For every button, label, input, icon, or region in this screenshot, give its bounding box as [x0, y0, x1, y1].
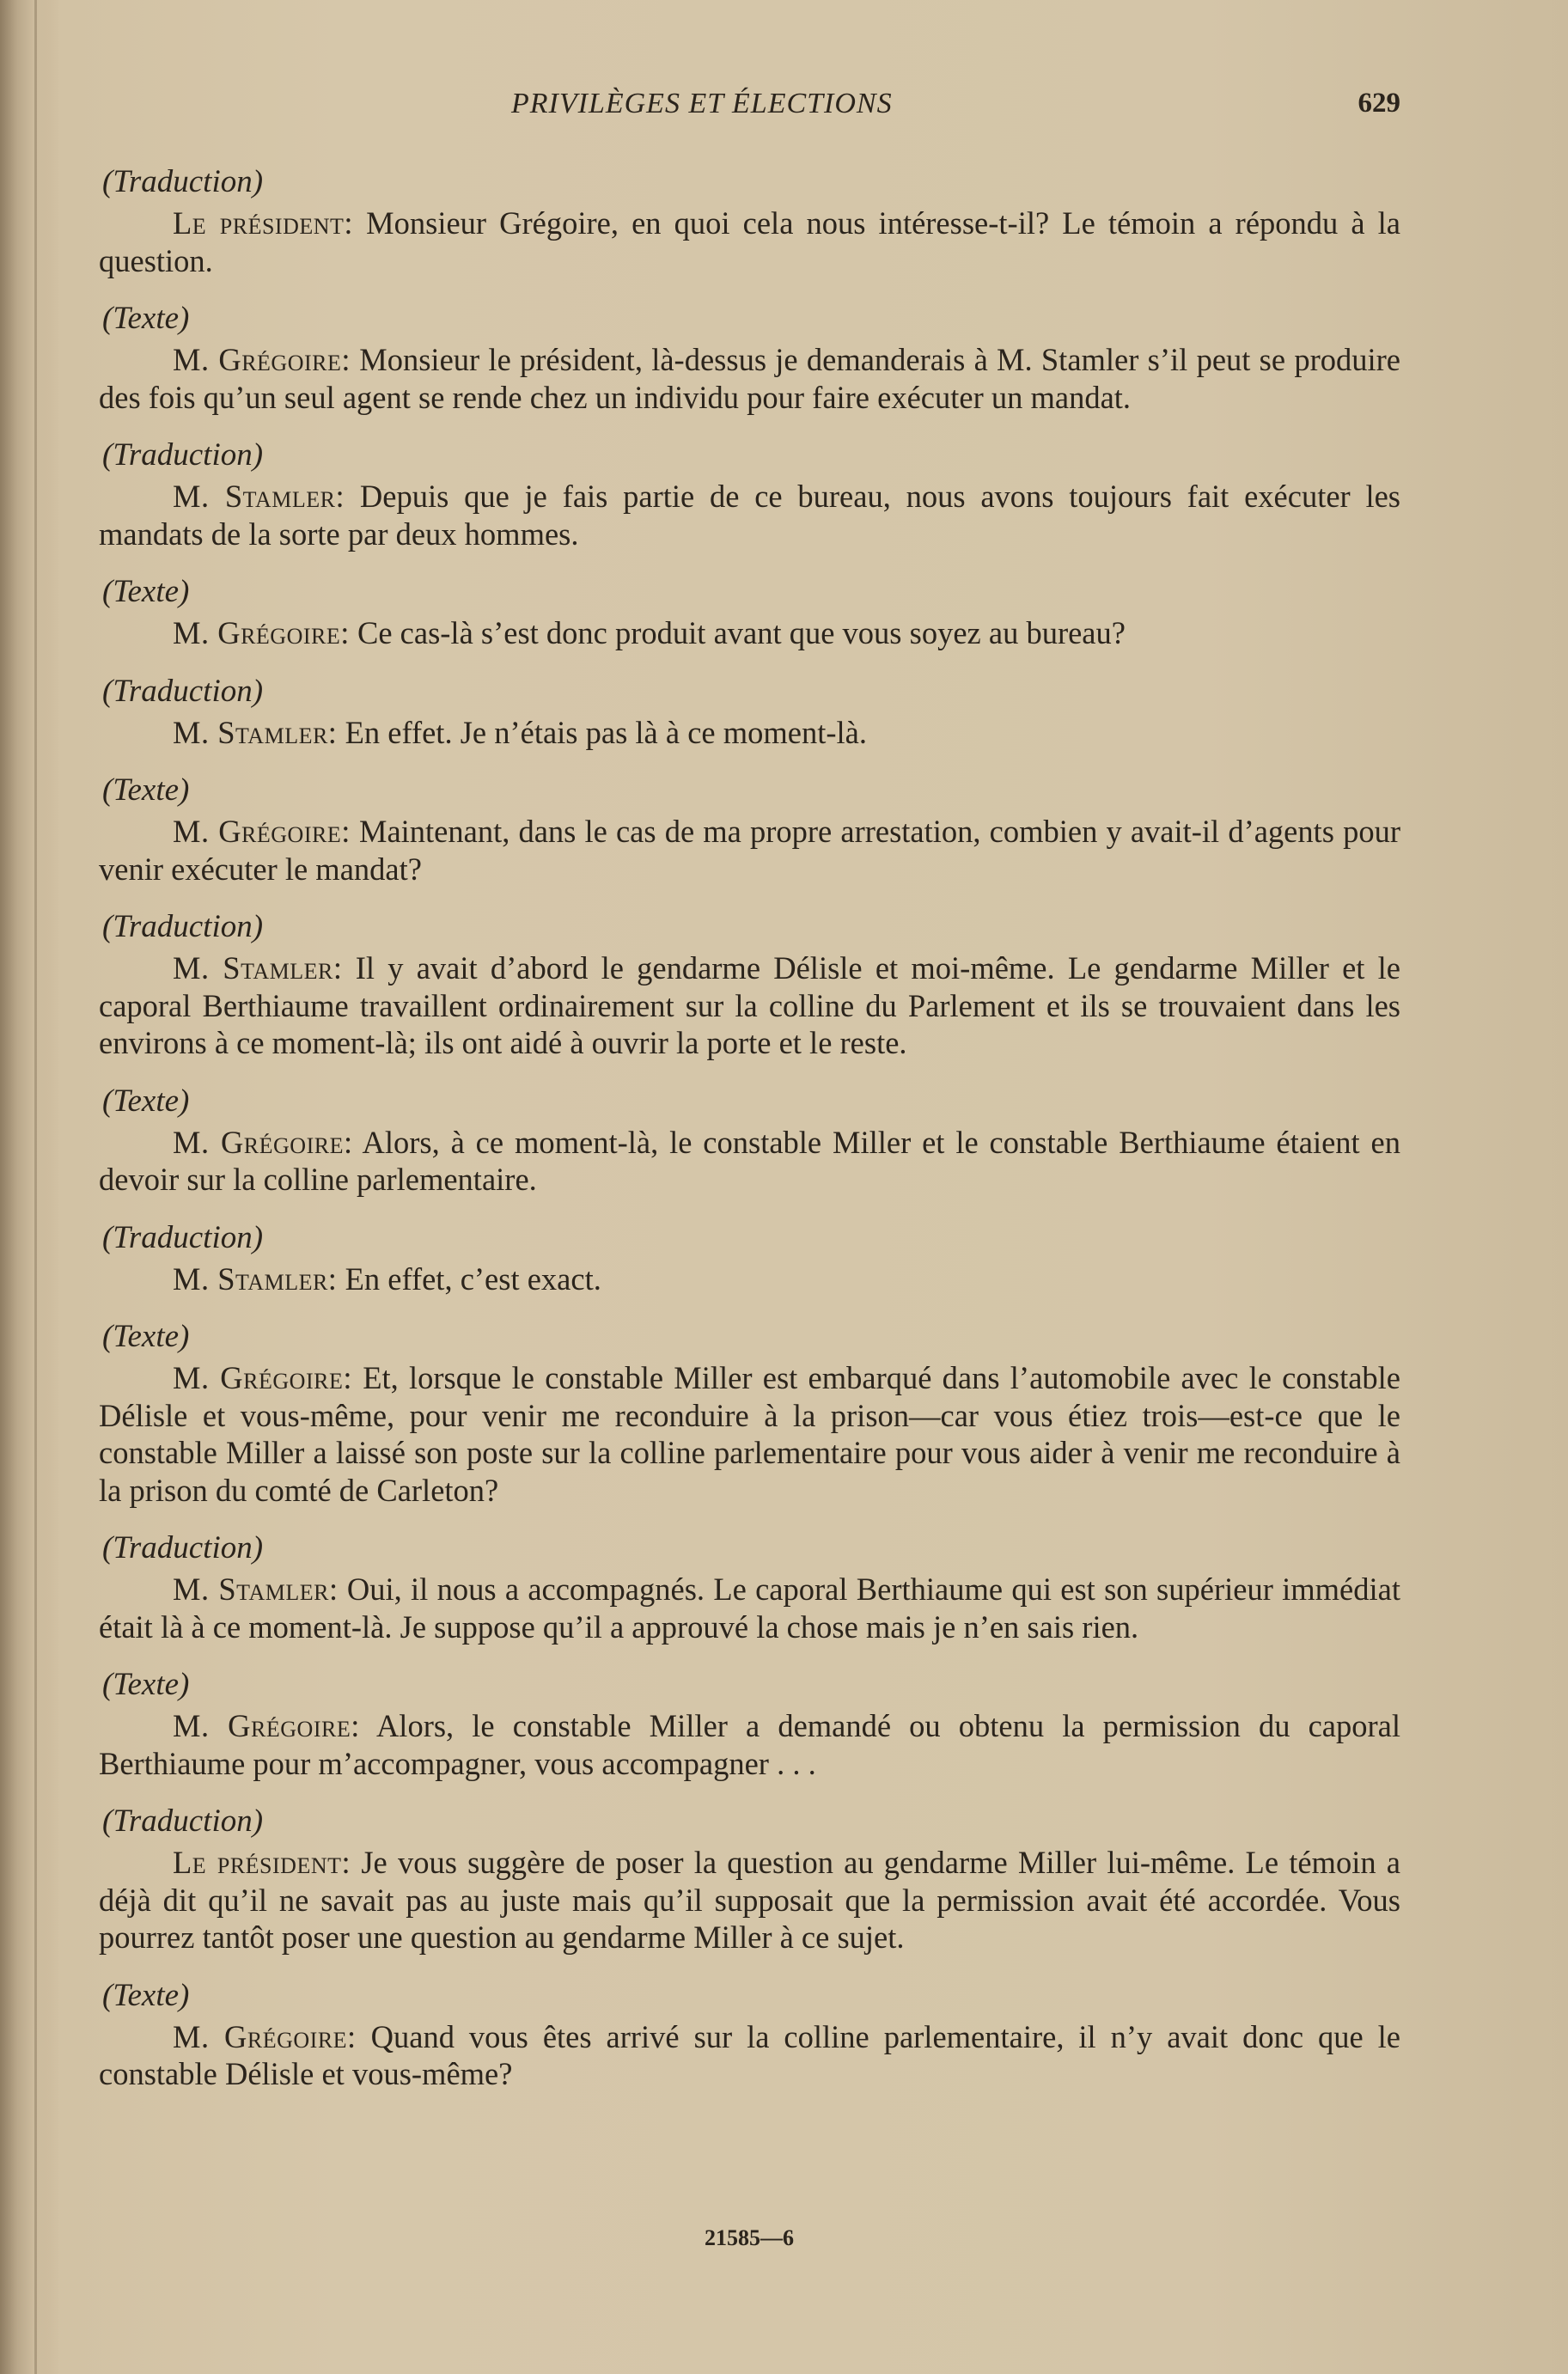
- binding-line: [34, 0, 37, 2374]
- speaker-label: M. Stamler:: [173, 1260, 338, 1297]
- speaker-label: Le président:: [173, 205, 354, 241]
- speaker-label: M. Stamler:: [173, 714, 338, 750]
- speaker-label: M. Stamler:: [173, 950, 343, 986]
- speaker-label: M. Grégoire:: [173, 1360, 352, 1395]
- language-marker: (Traduction): [102, 1530, 264, 1565]
- language-marker: (Traduction): [102, 909, 264, 944]
- statement-text: Alors, à ce moment-là, le constable Miller et le constable Berthiaume étaient en devoir sur la colline parlementaire.: [99, 1124, 1400, 1197]
- statement: [99, 1571, 1400, 1645]
- book-binding: [0, 0, 60, 2374]
- language-marker: (Traduction): [102, 673, 264, 709]
- exchange: [99, 772, 1400, 888]
- statement-text: Quand vous êtes arrivé sur la colline parlementaire, il n’y avait donc que le constable Délisle et vous-même?: [99, 2018, 1401, 2091]
- exchange: [99, 1318, 1400, 1509]
- statement-text: Ce cas-là s’est donc produit avant que vous soyez au bureau?: [357, 615, 1126, 650]
- statement: [99, 1359, 1400, 1509]
- language-marker: (Texte): [102, 1667, 190, 1702]
- language-marker: (Traduction): [102, 164, 264, 199]
- exchange: [99, 1529, 1400, 1645]
- statement: [99, 949, 1400, 1062]
- running-title: PRIVILÈGES ET ÉLECTIONS: [511, 88, 893, 119]
- speaker-label: M. Grégoire:: [173, 615, 350, 650]
- statement: [99, 204, 1400, 279]
- speaker-label: M. Grégoire:: [173, 342, 351, 377]
- statement-text: Je vous suggère de poser la question au gendarme Miller lui-même. Le témoin a déjà dit qu’il ne savait pas au juste mais qu’il supposait que la permission avait été accordée. Vous pourrez tantôt poser une question au gendarme Miller à ce sujet.: [99, 1845, 1400, 1955]
- exchange: [99, 436, 1400, 552]
- exchange: [99, 1803, 1400, 1956]
- statement: [99, 1707, 1400, 1782]
- statement: [99, 478, 1400, 552]
- transcript-body: [99, 163, 1400, 2114]
- exchange: [99, 1219, 1400, 1298]
- exchange: [99, 908, 1400, 1062]
- statement-text: Alors, le constable Miller a demandé ou obtenu la permission du caporal Berthiaume pour m’accompagner, vous accompagner . . .: [99, 1708, 1400, 1781]
- exchange: [99, 163, 1400, 279]
- language-marker: (Texte): [102, 301, 190, 336]
- statement-text: Monsieur le président, là-dessus je demanderais à M. Stamler s’il peut se produire des fois qu’un seul agent se rende chez un individu pour faire exécuter un mandat.: [99, 342, 1400, 415]
- language-marker: (Texte): [102, 1977, 190, 2013]
- language-marker: (Texte): [102, 1319, 190, 1354]
- statement-text: Maintenant, dans le cas de ma propre arrestation, combien y avait-il d’agents pour venir exécuter le mandat?: [99, 814, 1400, 887]
- speaker-label: M. Stamler:: [173, 1571, 339, 1607]
- language-marker: (Traduction): [102, 437, 264, 473]
- language-marker: (Texte): [102, 1083, 190, 1119]
- speaker-label: Le président:: [173, 1845, 351, 1880]
- exchange: [99, 1083, 1400, 1199]
- signature-mark: 21585—6: [705, 2225, 794, 2250]
- exchange: [99, 573, 1400, 652]
- exchange: [99, 1666, 1400, 1782]
- page-header: [103, 88, 1400, 131]
- statement: [99, 714, 1400, 752]
- statement: [99, 1124, 1400, 1199]
- language-marker: (Traduction): [102, 1803, 264, 1839]
- statement-text: En effet, c’est exact.: [345, 1260, 601, 1297]
- statement: [99, 1844, 1400, 1956]
- speaker-label: M. Grégoire:: [173, 814, 351, 849]
- speaker-label: M. Stamler:: [173, 479, 345, 514]
- speaker-label: M. Grégoire:: [173, 2018, 357, 2054]
- statement-text: Il y avait d’abord le gendarme Délisle et moi-même. Le gendarme Miller et le caporal Berthiaume travaillent ordinairement sur la colline du Parlement et ils se trouvaient dans les environs à ce moment-là; ils ont aidé à ouvrir la porte et le reste.: [99, 950, 1400, 1060]
- statement: [99, 614, 1400, 652]
- language-marker: (Texte): [102, 574, 190, 609]
- statement: [99, 1260, 1400, 1298]
- exchange: [99, 300, 1400, 416]
- statement: [99, 813, 1400, 888]
- page-number: 629: [1358, 88, 1400, 119]
- language-marker: (Texte): [102, 772, 190, 808]
- statement-text: En effet. Je n’étais pas là à ce moment-là.: [345, 714, 867, 750]
- exchange: [99, 673, 1400, 752]
- statement-text: Et, lorsque le constable Miller est embarqué dans l’automobile avec le constable Délisle et vous-même, pour venir me reconduire à la prison—car vous étiez trois—est-ce que le constable Miller a laissé son poste sur la colline parlementaire pour vous aider à venir me reconduire à la prison du comté de Carleton?: [99, 1360, 1400, 1508]
- statement: [99, 341, 1400, 416]
- speaker-label: M. Grégoire:: [173, 1708, 360, 1743]
- exchange: [99, 1977, 1400, 2093]
- statement: [99, 2018, 1400, 2093]
- language-marker: (Traduction): [102, 1219, 264, 1255]
- statement-text: Oui, il nous a accompagnés. Le caporal Berthiaume qui est son supérieur immédiat était là à ce moment-là. Je suppose qu’il a approuvé la chose mais je n’en sais rien.: [99, 1571, 1400, 1645]
- speaker-label: M. Grégoire:: [173, 1124, 353, 1160]
- statement-text: Depuis que je fais partie de ce bureau, nous avons toujours fait exécuter les mandats de la sorte par deux hommes.: [99, 479, 1401, 552]
- statement-text: Monsieur Grégoire, en quoi cela nous intéresse-t-il? Le témoin a répondu à la question.: [99, 205, 1401, 278]
